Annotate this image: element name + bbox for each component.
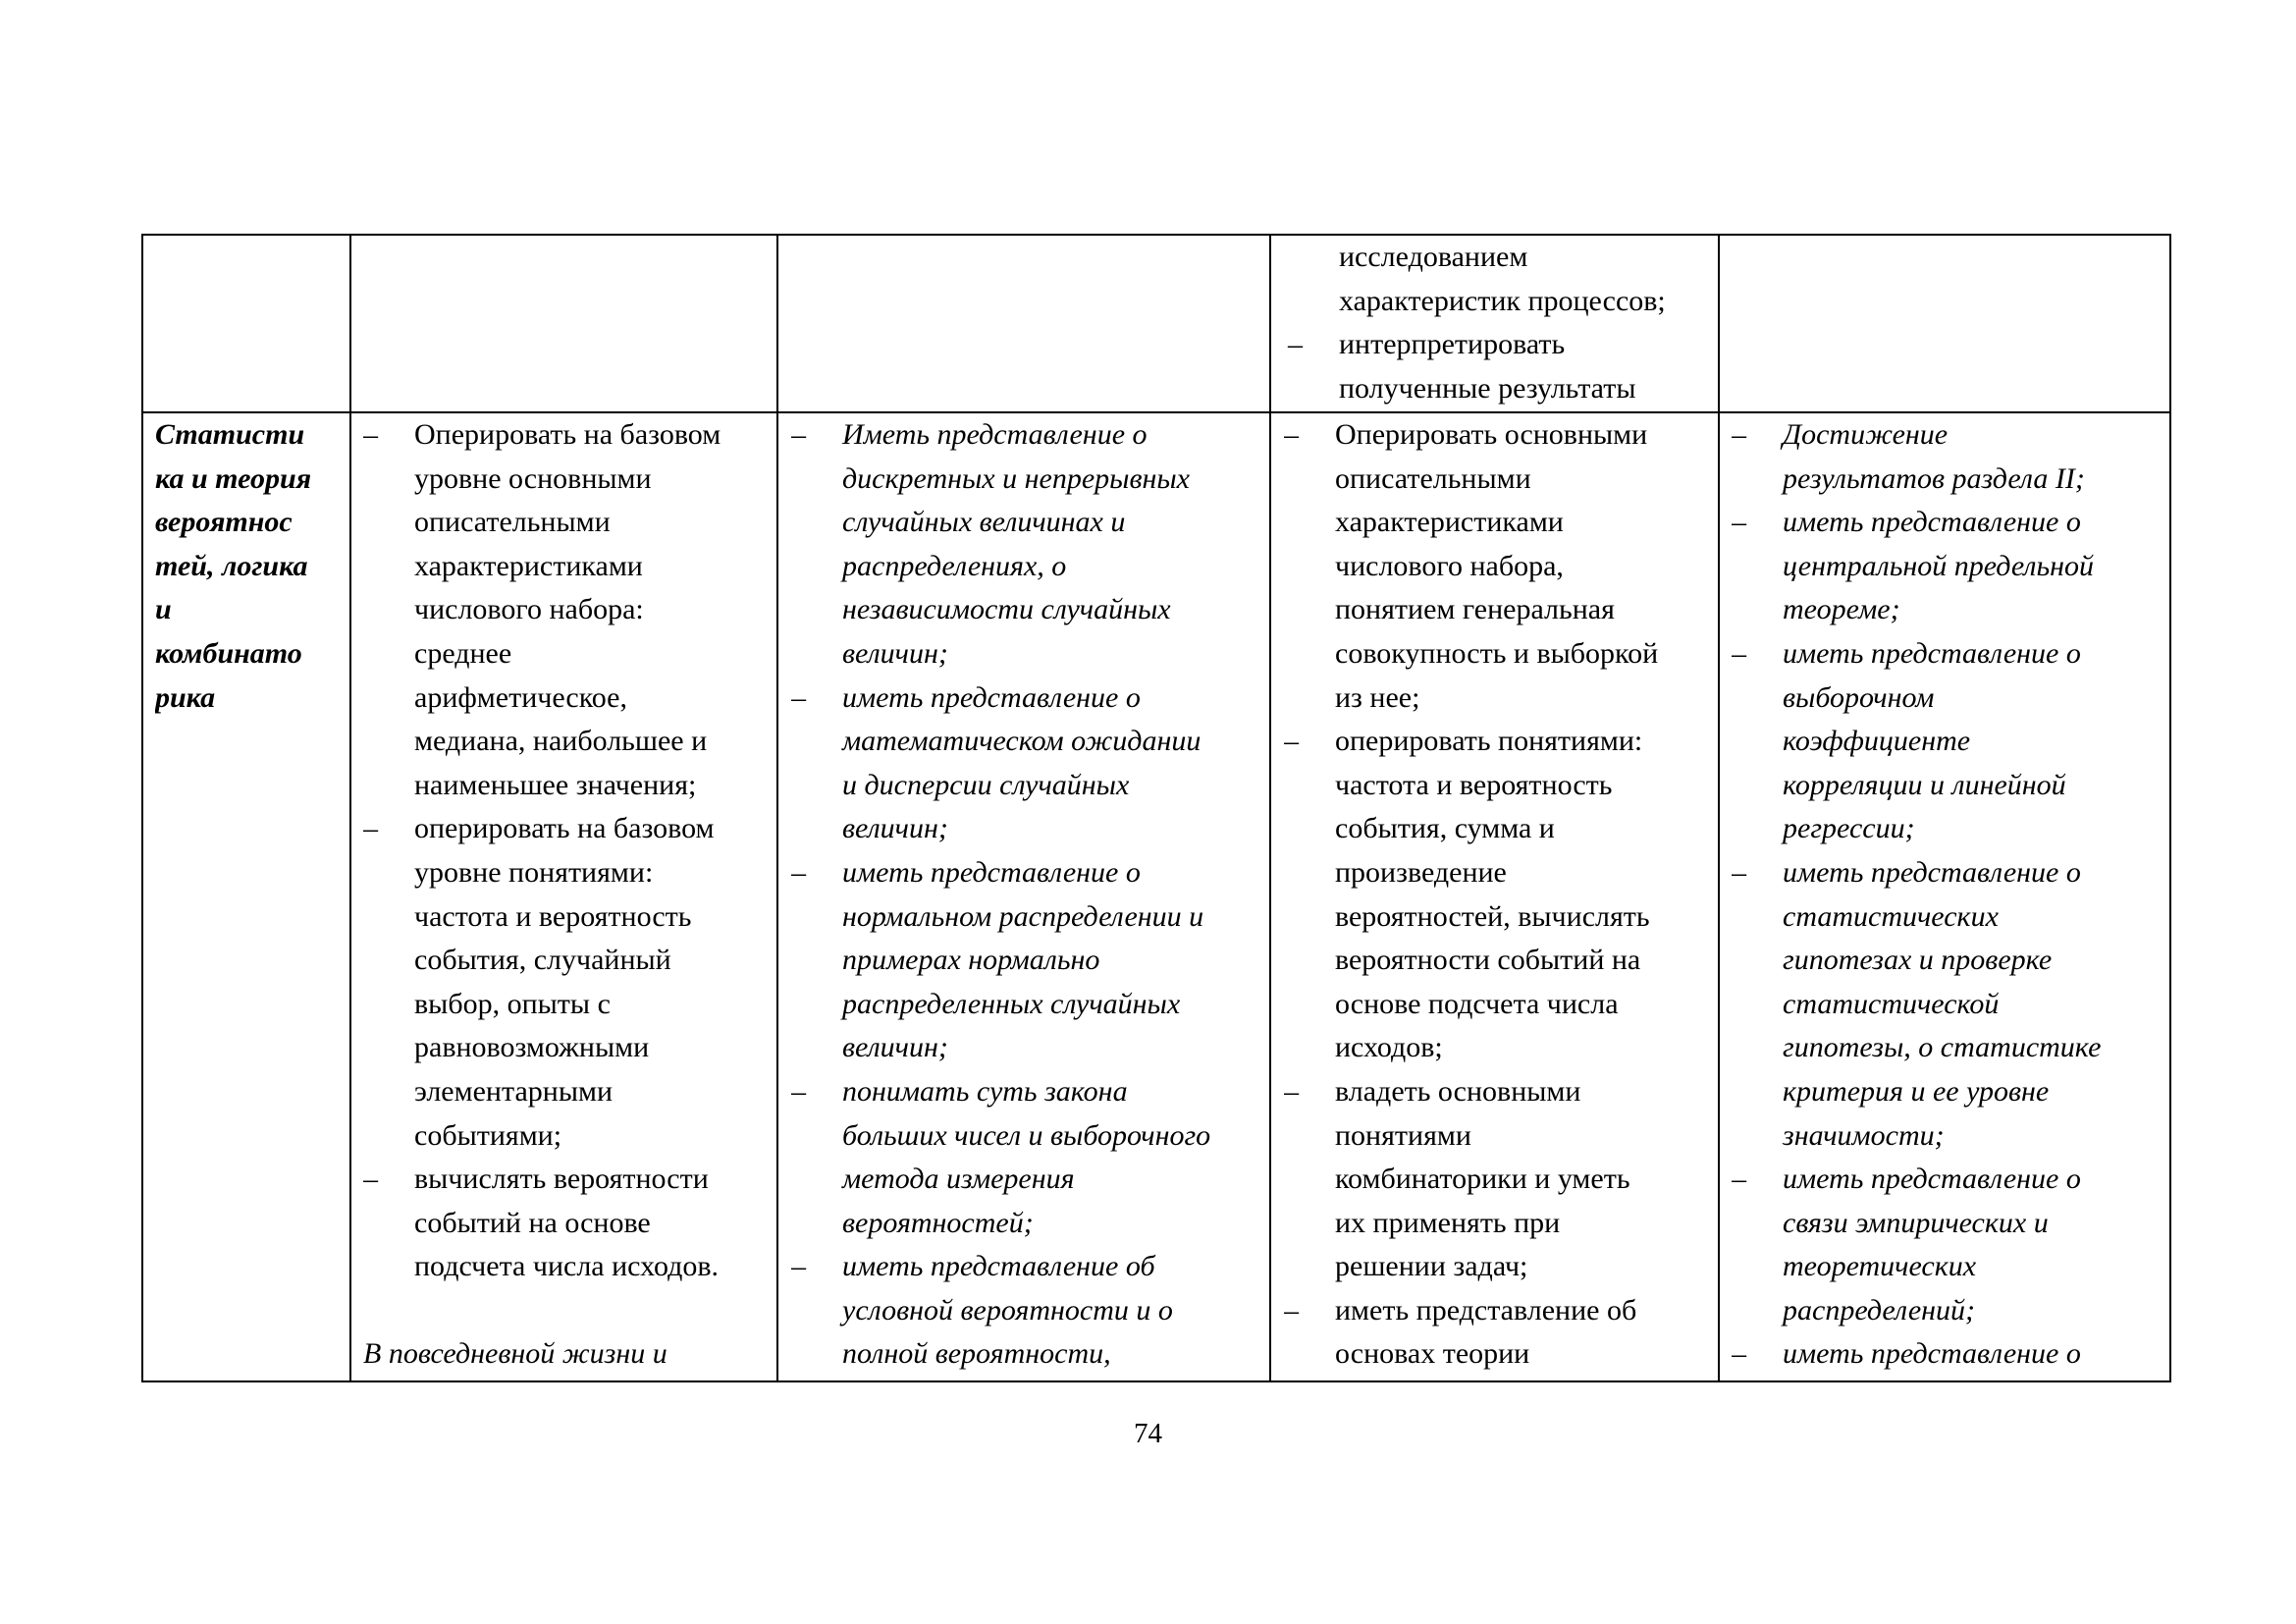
line: центральной предельной bbox=[1783, 549, 2095, 582]
line: понимать суть закона bbox=[842, 1074, 1128, 1108]
bullet-dash: – bbox=[1284, 418, 1299, 451]
line: полученные результаты bbox=[1339, 371, 1636, 405]
line: теореме; bbox=[1783, 593, 1900, 626]
bullet-dash: – bbox=[1732, 1163, 1746, 1196]
list-item bbox=[791, 1070, 1268, 1245]
line: распределениях, о bbox=[842, 549, 1067, 582]
bullet-dash: – bbox=[1732, 506, 1746, 539]
line: вероятностей, вычислять bbox=[1335, 899, 1650, 933]
line: иметь представление о bbox=[842, 680, 1141, 714]
line: статистической bbox=[1783, 987, 2000, 1020]
line: числового набора: bbox=[414, 593, 644, 626]
line: интерпретировать bbox=[1339, 328, 1566, 361]
line: иметь представление о bbox=[1783, 1163, 2081, 1196]
line: иметь представление о bbox=[1783, 1337, 2081, 1371]
line: дискретных и непрерывных bbox=[842, 461, 1190, 495]
line: произведение bbox=[1335, 855, 1507, 889]
line: выбор, опыты с bbox=[414, 987, 611, 1020]
bullet-dash: – bbox=[1284, 1293, 1299, 1326]
list-item bbox=[1732, 632, 2171, 851]
line: независимости случайных bbox=[842, 593, 1171, 626]
line: комбинато bbox=[155, 636, 302, 670]
line: событий на основе bbox=[414, 1206, 651, 1239]
line: иметь представление о bbox=[842, 855, 1141, 889]
line: события, случайный bbox=[414, 944, 671, 977]
line: характеристиками bbox=[414, 549, 643, 582]
line: комбинаторики и уметь bbox=[1335, 1163, 1630, 1196]
line: корреляции и линейной bbox=[1783, 768, 2066, 801]
line: иметь представление о bbox=[1783, 636, 2081, 670]
bullet-dash: – bbox=[1732, 855, 1746, 889]
standards-table bbox=[141, 234, 2171, 1382]
column-divider bbox=[1269, 236, 1271, 1380]
list-item bbox=[1732, 851, 2171, 1158]
line: совокупность и выборкой bbox=[1335, 636, 1659, 670]
section-heading bbox=[155, 413, 347, 1380]
bullet-dash: – bbox=[363, 418, 378, 451]
row1-col4-cell bbox=[1288, 236, 1718, 411]
line: описательными bbox=[414, 506, 611, 539]
line: числового набора, bbox=[1335, 549, 1564, 582]
line: оперировать понятиями: bbox=[1335, 725, 1643, 758]
line: Оперировать на базовом bbox=[414, 418, 721, 451]
line: вероятнос bbox=[155, 506, 293, 539]
line: характеристиками bbox=[1335, 506, 1564, 539]
bullet-dash: – bbox=[363, 1163, 378, 1196]
line: величин; bbox=[842, 1031, 948, 1064]
bullet-dash: – bbox=[1284, 1074, 1299, 1108]
list-item bbox=[363, 413, 775, 807]
list-item bbox=[363, 807, 775, 1158]
line: условной вероятности и о bbox=[842, 1293, 1173, 1326]
line: их применять при bbox=[1335, 1206, 1561, 1239]
line: понятием генеральная bbox=[1335, 593, 1615, 626]
line: больших чисел и выборочного bbox=[842, 1118, 1211, 1152]
line: математическом ожидании bbox=[842, 725, 1201, 758]
bullet-dash: – bbox=[1732, 636, 1746, 670]
line: Иметь представление о bbox=[842, 418, 1148, 451]
line: наименьшее значения; bbox=[414, 768, 697, 801]
bullet-dash: – bbox=[791, 855, 806, 889]
line: элементарными bbox=[414, 1074, 614, 1108]
line: величин; bbox=[842, 636, 948, 670]
line: равновозможными bbox=[414, 1031, 650, 1064]
line: критерия и ее уровне bbox=[1783, 1074, 2050, 1108]
line: событиями; bbox=[414, 1118, 562, 1152]
line: гипотезы, о статистике bbox=[1783, 1031, 2102, 1064]
line: решении задач; bbox=[1335, 1250, 1528, 1283]
line: значимости; bbox=[1783, 1118, 1945, 1152]
line: нормальном распределении и bbox=[842, 899, 1204, 933]
line: события, сумма и bbox=[1335, 812, 1555, 845]
line: вероятности событий на bbox=[1335, 944, 1641, 977]
list-item bbox=[1288, 236, 1718, 323]
line: Оперировать основными bbox=[1335, 418, 1648, 451]
column-divider bbox=[1718, 236, 1720, 1380]
line: характеристик процессов; bbox=[1339, 284, 1666, 317]
list-item bbox=[791, 851, 1268, 1070]
list-item bbox=[791, 1245, 1268, 1377]
line: медиана, наибольшее и bbox=[414, 725, 708, 758]
column-divider bbox=[349, 236, 351, 1380]
list-item bbox=[1288, 323, 1718, 410]
line: распределенных случайных bbox=[842, 987, 1181, 1020]
bullet-dash: – bbox=[791, 680, 806, 714]
line: и дисперсии случайных bbox=[842, 768, 1130, 801]
bullet-dash: – bbox=[1732, 1337, 1746, 1371]
line: частота и вероятность bbox=[414, 899, 692, 933]
line: статистических bbox=[1783, 899, 1999, 933]
list-item bbox=[1732, 501, 2171, 632]
col4-advanced-outcomes bbox=[1284, 413, 1717, 1380]
column-divider bbox=[776, 236, 778, 1380]
line: связи эмпирических и bbox=[1783, 1206, 2049, 1239]
list-item bbox=[1732, 413, 2171, 501]
list-item bbox=[1732, 1158, 2171, 1332]
line: рика bbox=[155, 680, 216, 714]
list-item bbox=[1284, 720, 1717, 1070]
everyday-life-note: В повседневной жизни и bbox=[363, 1337, 667, 1371]
line: коэффициенте bbox=[1783, 725, 1971, 758]
line: примерах нормально bbox=[842, 944, 1100, 977]
line: и bbox=[155, 593, 172, 626]
line: Достижение bbox=[1783, 418, 1949, 451]
line: ка и теория bbox=[155, 461, 312, 495]
list-item bbox=[363, 1158, 775, 1289]
bullet-dash: – bbox=[791, 1074, 806, 1108]
line: основе подсчета числа bbox=[1335, 987, 1619, 1020]
line: иметь представление об bbox=[842, 1250, 1155, 1283]
spacer bbox=[363, 1289, 775, 1333]
list-item bbox=[791, 413, 1268, 677]
bullet-dash: – bbox=[791, 418, 806, 451]
line: иметь представление об bbox=[1335, 1293, 1637, 1326]
line: описательными bbox=[1335, 461, 1531, 495]
bullet-dash: – bbox=[791, 1250, 806, 1283]
list-item bbox=[1284, 413, 1717, 720]
line: выборочном bbox=[1783, 680, 1935, 714]
line: метода измерения bbox=[842, 1163, 1075, 1196]
line: подсчета числа исходов. bbox=[414, 1250, 720, 1283]
line: Статисти bbox=[155, 418, 305, 451]
line: из нее; bbox=[1335, 680, 1420, 714]
line: распределений; bbox=[1783, 1293, 1976, 1326]
bullet-dash: – bbox=[1288, 328, 1303, 361]
page-number: 74 bbox=[1134, 1418, 1162, 1449]
line: частота и вероятность bbox=[1335, 768, 1613, 801]
line: иметь представление о bbox=[1783, 506, 2081, 539]
col5-indepth-outcomes bbox=[1732, 413, 2171, 1380]
line: исследованием bbox=[1339, 241, 1528, 273]
col2-basic-outcomes bbox=[363, 413, 775, 1380]
list-item bbox=[1284, 1289, 1717, 1377]
line: иметь представление о bbox=[1783, 855, 2081, 889]
col3-extended-outcomes bbox=[791, 413, 1268, 1380]
line: исходов; bbox=[1335, 1031, 1443, 1064]
line: владеть основными bbox=[1335, 1074, 1581, 1108]
bullet-dash: – bbox=[1284, 725, 1299, 758]
line: результатов раздела II; bbox=[1783, 461, 2085, 495]
bullet-dash: – bbox=[363, 812, 378, 845]
bullet-dash: – bbox=[1732, 418, 1746, 451]
line: теоретических bbox=[1783, 1250, 1977, 1283]
line: вычислять вероятности bbox=[414, 1163, 709, 1196]
list-item bbox=[1732, 1332, 2171, 1377]
line: понятиями bbox=[1335, 1118, 1471, 1152]
line: случайных величинах и bbox=[842, 506, 1126, 539]
line: величин; bbox=[842, 812, 948, 845]
list-item bbox=[1284, 1070, 1717, 1289]
line: уровне основными bbox=[414, 461, 652, 495]
line: вероятностей; bbox=[842, 1206, 1034, 1239]
line: полной вероятности, bbox=[842, 1337, 1111, 1371]
list-item bbox=[791, 677, 1268, 851]
line: регрессии; bbox=[1783, 812, 1915, 845]
line: арифметическое, bbox=[414, 680, 627, 714]
line: гипотезах и проверке bbox=[1783, 944, 2053, 977]
line: среднее bbox=[414, 636, 512, 670]
line: оперировать на базовом bbox=[414, 812, 715, 845]
line: уровне понятиями: bbox=[414, 855, 654, 889]
line: тей, логика bbox=[155, 549, 308, 582]
line: основах теории bbox=[1335, 1337, 1530, 1371]
